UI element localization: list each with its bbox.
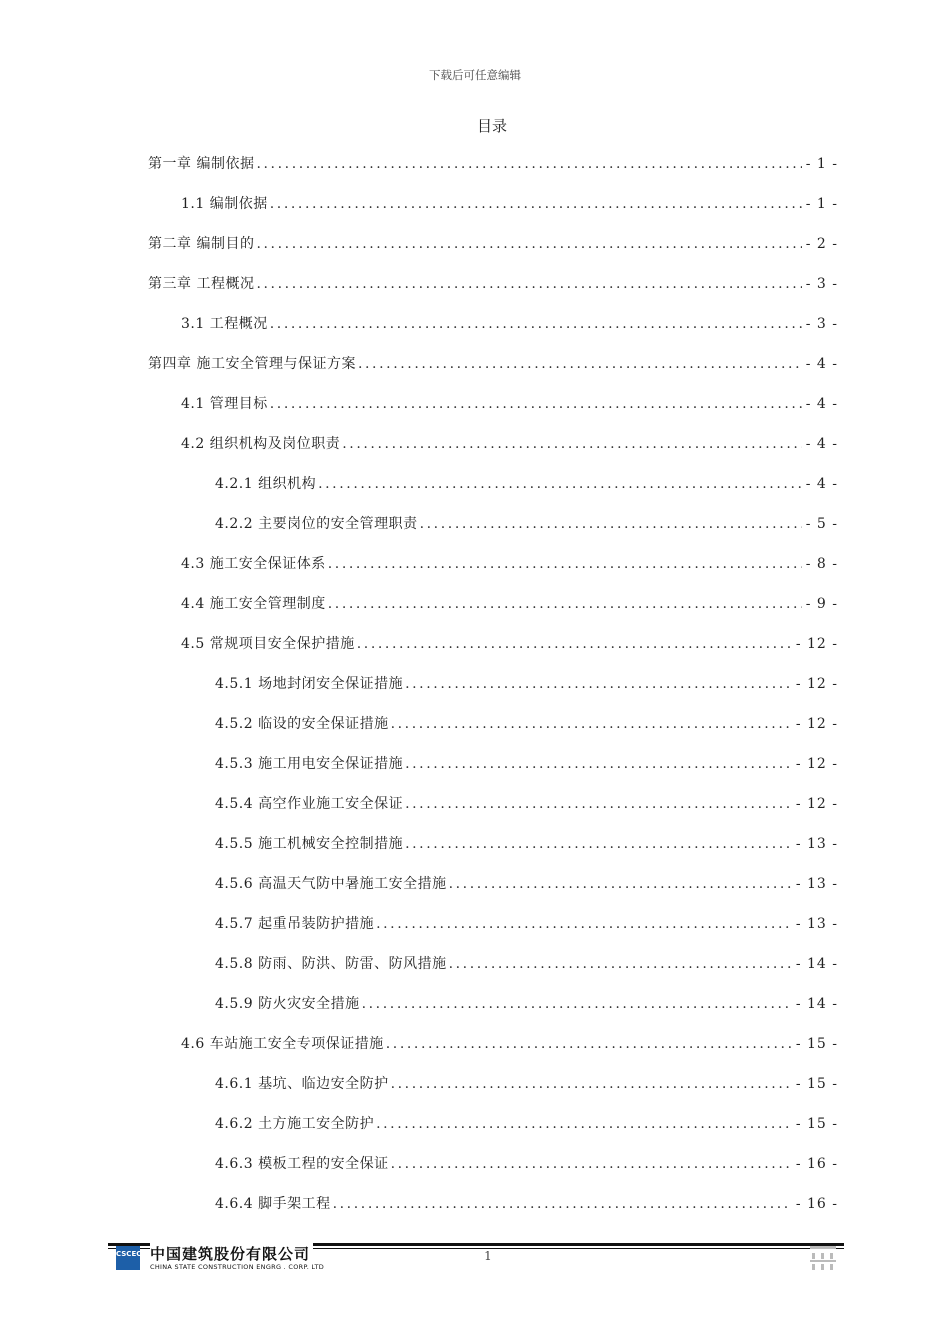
toc-entry-page: - 12 - [795, 756, 838, 772]
toc-entry[interactable] [181, 593, 838, 615]
toc-entry[interactable] [181, 393, 838, 415]
toc-entry-title: 4.5.9 防火灾安全措施 [215, 996, 360, 1012]
toc-entry-page: - 15 - [795, 1116, 838, 1132]
toc-entry-title: 4.6.4 脚手架工程 [215, 1196, 331, 1212]
toc-dot-leader [328, 553, 802, 575]
toc-entry-title: 4.6.1 基坑、临边安全防护 [215, 1076, 389, 1092]
toc-entry-title: 第一章 编制依据 [148, 156, 255, 172]
toc-entry[interactable] [215, 1193, 838, 1215]
toc-entry-title: 4.2 组织机构及岗位职责 [181, 436, 341, 452]
page-number: 1 [484, 1249, 492, 1263]
toc-entry-page: - 1 - [805, 196, 838, 212]
company-name-cn: 中国建筑股份有限公司 [150, 1243, 313, 1264]
toc-entry[interactable] [181, 633, 838, 655]
toc-entry[interactable] [215, 713, 838, 735]
toc-dot-leader [391, 1073, 792, 1095]
toc-entry-title: 4.6.2 土方施工安全防护 [215, 1116, 375, 1132]
toc-entry-title: 4.2.2 主要岗位的安全管理职责 [215, 516, 418, 532]
toc-entry[interactable] [215, 1153, 838, 1175]
toc-dot-leader [357, 633, 792, 655]
toc-entry-page: - 14 - [795, 996, 838, 1012]
toc-dot-leader [270, 313, 802, 335]
toc-entry-title: 4.5.8 防雨、防洪、防雷、防风措施 [215, 956, 447, 972]
toc-entry[interactable] [181, 433, 838, 455]
toc-entry-title: 3.1 工程概况 [181, 316, 268, 332]
toc-dot-leader [342, 433, 802, 455]
toc-entry[interactable] [215, 513, 838, 535]
toc-dot-leader [376, 913, 792, 935]
toc-entry-page: - 2 - [805, 236, 838, 252]
toc-entry-title: 第四章 施工安全管理与保证方案 [148, 356, 356, 372]
toc-entry-title: 1.1 编制依据 [181, 196, 268, 212]
toc-entry-title: 4.5.6 高温天气防中暑施工安全措施 [215, 876, 447, 892]
toc-entry[interactable] [215, 1113, 838, 1135]
toc-dot-leader [405, 673, 792, 695]
toc-title: 目录 [476, 117, 507, 135]
toc-dot-leader [449, 953, 792, 975]
toc-entry-page: - 4 - [805, 476, 838, 492]
toc-entry-page: - 5 - [805, 516, 838, 532]
toc-entry-title: 4.5.3 施工用电安全保证措施 [215, 756, 404, 772]
toc-dot-leader [358, 353, 802, 375]
toc-entry-title: 4.5.1 场地封闭安全保证措施 [215, 676, 404, 692]
toc-entry-page: - 3 - [805, 316, 838, 332]
toc-entry-title: 4.5.5 施工机械安全控制措施 [215, 836, 404, 852]
toc-entry-title: 4.1 管理目标 [181, 396, 268, 412]
toc-entry-page: - 13 - [795, 876, 838, 892]
toc-entry-page: - 12 - [795, 676, 838, 692]
toc-entry[interactable] [215, 753, 838, 775]
toc-entry-page: - 13 - [795, 836, 838, 852]
toc-dot-leader [256, 153, 801, 175]
toc-entry-title: 4.6 车站施工安全专项保证措施 [181, 1036, 384, 1052]
toc-entry[interactable] [215, 993, 838, 1015]
toc-entry[interactable] [148, 273, 838, 295]
header-note: 下载后可任意编辑 [429, 68, 521, 82]
toc-dot-leader [256, 273, 801, 295]
toc-entry[interactable] [148, 233, 838, 255]
toc-dot-leader [362, 993, 792, 1015]
toc-entry-page: - 15 - [795, 1076, 838, 1092]
toc-entry[interactable] [181, 193, 838, 215]
toc-entry-page: - 8 - [805, 556, 838, 572]
toc-entry[interactable] [215, 873, 838, 895]
toc-dot-leader [391, 713, 792, 735]
toc-dot-leader [391, 1153, 792, 1175]
toc-entry-page: - 13 - [795, 916, 838, 932]
toc-entry-page: - 9 - [805, 596, 838, 612]
toc-entry-title: 第三章 工程概况 [148, 276, 255, 292]
toc-entry-title: 4.3 施工安全保证体系 [181, 556, 326, 572]
toc-dot-leader [328, 593, 802, 615]
toc-dot-leader [270, 393, 802, 415]
toc-dot-leader [449, 873, 792, 895]
toc-entry-page: - 4 - [805, 436, 838, 452]
toc-entry-page: - 16 - [795, 1156, 838, 1172]
toc-entry-page: - 16 - [795, 1196, 838, 1212]
toc-dot-leader [270, 193, 802, 215]
toc-entry[interactable] [215, 473, 838, 495]
toc-entry-page: - 14 - [795, 956, 838, 972]
toc-entry-title: 4.5 常规项目安全保护措施 [181, 636, 355, 652]
toc-entry-title: 4.4 施工安全管理制度 [181, 596, 326, 612]
toc-entry[interactable] [215, 793, 838, 815]
toc-dot-leader [405, 793, 792, 815]
toc-entry-title: 4.5.7 起重吊装防护措施 [215, 916, 375, 932]
toc-entry-page: - 12 - [795, 716, 838, 732]
toc-dot-leader [405, 833, 792, 855]
toc-entry-title: 4.6.3 模板工程的安全保证 [215, 1156, 389, 1172]
toc-entry-title: 4.5.4 高空作业施工安全保证 [215, 796, 404, 812]
toc-entry-page: - 1 - [805, 156, 838, 172]
toc-entry-title: 4.5.2 临设的安全保证措施 [215, 716, 389, 732]
toc-entry[interactable] [181, 1033, 838, 1055]
footer-mark-icon [808, 1244, 838, 1272]
toc-entry[interactable] [215, 913, 838, 935]
toc-entry-page: - 4 - [805, 356, 838, 372]
toc-entry[interactable] [215, 1073, 838, 1095]
toc-entry-title: 第二章 编制目的 [148, 236, 255, 252]
toc-dot-leader [318, 473, 802, 495]
toc-entry[interactable] [181, 313, 838, 335]
toc-dot-leader [386, 1033, 792, 1055]
toc-entry-page: - 15 - [795, 1036, 838, 1052]
toc-dot-leader [376, 1113, 792, 1135]
page-footer [108, 1238, 844, 1278]
toc-entry[interactable] [181, 553, 838, 575]
toc-entry-title: 4.2.1 组织机构 [215, 476, 317, 492]
toc-entry[interactable] [215, 953, 838, 975]
toc-entry-page: - 3 - [805, 276, 838, 292]
toc-entry[interactable] [215, 673, 838, 695]
logo-text: CSCEC [116, 1250, 142, 1258]
toc-entry-page: - 12 - [795, 636, 838, 652]
toc-dot-leader [420, 513, 802, 535]
company-name-en: CHINA STATE CONSTRUCTION ENGRG . CORP. LTD [150, 1263, 325, 1271]
toc-entry-page: - 12 - [795, 796, 838, 812]
toc-entry-page: - 4 - [805, 396, 838, 412]
toc-entry[interactable] [148, 353, 838, 375]
toc-dot-leader [256, 233, 801, 255]
toc-dot-leader [405, 753, 792, 775]
toc-dot-leader [333, 1193, 792, 1215]
toc-entry[interactable] [148, 153, 838, 175]
toc-entry[interactable] [215, 833, 838, 855]
